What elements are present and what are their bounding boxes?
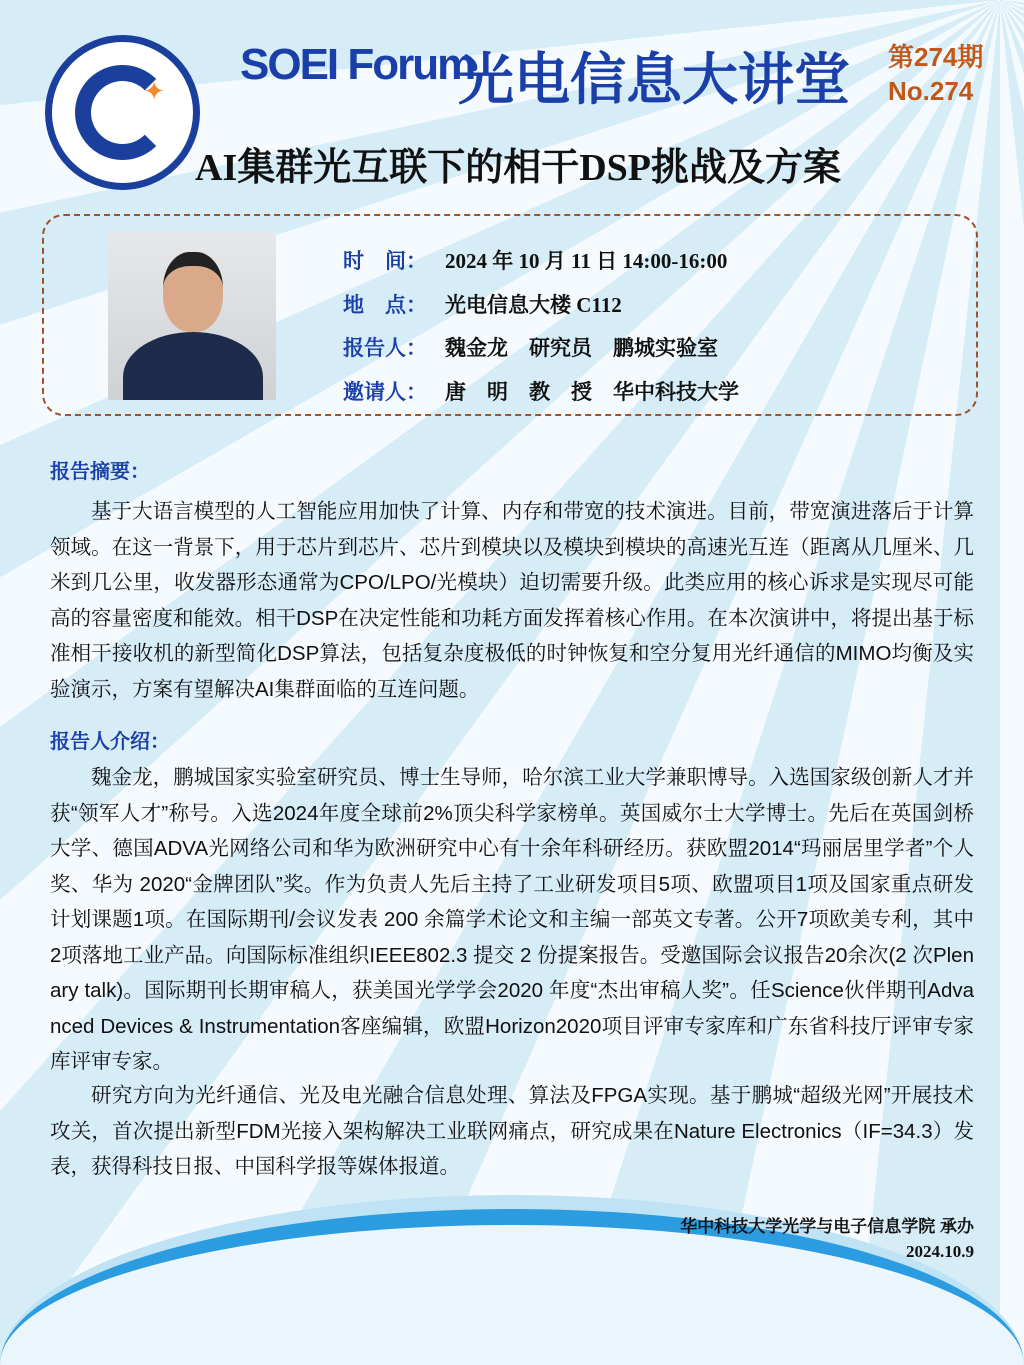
label: 地 点：	[343, 293, 427, 317]
value: 唐 明 教 授 华中科技大学	[445, 379, 739, 404]
value: 光电信息大楼 C112	[445, 292, 622, 317]
info-host	[343, 371, 963, 415]
value: 2024 年 10 月 11 日 14:00-16:00	[445, 249, 728, 273]
date: 2024.10.9	[906, 1242, 974, 1261]
label: 报告人：	[343, 337, 427, 360]
talk-info	[343, 240, 963, 414]
info-location	[343, 284, 963, 328]
issue-number	[888, 40, 998, 108]
label: 时 间：	[343, 250, 427, 273]
issue-en: No.274	[888, 76, 974, 106]
bio-heading: 报告人介绍：	[50, 731, 170, 753]
issue-cn: 第274期	[888, 42, 984, 72]
forum-title-en: SOEI Forum	[240, 40, 475, 89]
bio-paragraph-2: 研究方向为光纤通信、光及电光融合信息处理、算法及FPGA实现。基于鹏城“超级光网”开展技术攻关，首次提出新型FDM光接入架构解决工业联网痛点，研究成果在Nature Electronics（IF=34.3）发表，获得科技日报、中国科学报等媒体报道。	[50, 1084, 974, 1178]
forum-title-cn: 光电信息大讲堂	[458, 48, 850, 111]
value: 魏金龙 研究员 鹏城实验室	[445, 336, 718, 360]
school-logo: ✦	[45, 35, 200, 190]
organizer: 华中科技大学光学与电子信息学院 承办	[680, 1217, 974, 1236]
info-time	[343, 240, 963, 284]
speaker-photo	[108, 232, 276, 400]
bio-paragraph-1: 魏金龙，鹏城国家实验室研究员、博士生导师，哈尔滨工业大学兼职博导。入选国家级创新人才并获“领军人才”称号。入选2024年度全球前2%顶尖科学家榜单。英国威尔士大学博士。先后在英国剑桥大学、德国ADVA光网络公司和华为欧洲研究中心有十余年科研经历。获欧盟2014“玛丽居里学者”个人奖、华为 2020“金牌团队”奖。作为负责人先后主持了工业研发项目5项、欧盟项目1项及国家重点研发计划课题1项。在国际期刊/会议发表 200 余篇学术论文和主编一部英文专著。公开7项欧美专利，其中2项落地工业产品。向国际标准组织IEEE802.3 提交 2 份提案报告。受邀国际会议报告20余次(2 次Plenary talk)。国际期刊长期审稿人，获美国光学学会2020 年度“杰出审稿人奖”。任Science伙伴期刊Advanced Devices & Instrumentation客座编辑，欧盟Horizon2020项目评审专家库和广东省科技厅评审专家库评审专家。	[50, 766, 974, 1073]
info-speaker	[343, 327, 963, 371]
label: 邀请人：	[343, 380, 427, 404]
talk-title: AI集群光互联下的相干DSP挑战及方案	[195, 147, 842, 189]
abstract-text: 基于大语言模型的人工智能应用加快了计算、内存和带宽的技术演进。目前，带宽演进落后于计算领域。在这一背景下，用于芯片到芯片、芯片到模块以及模块到模块的高速光互连（距离从几厘米、几米到几公里，收发器形态通常为CPO/LPO/光模块）迫切需要升级。此类应用的核心诉求是实现尽可能高的容量密度和能效。相干DSP在决定性能和功耗方面发挥着核心作用。在本次演讲中，将提出基于标准相干接收机的新型简化DSP算法，包括复杂度极低的时钟恢复和空分复用光纤通信的MIMO均衡及实验演示，方案有望解决AI集群面临的互连问题。	[50, 500, 974, 701]
abstract-heading: 报告摘要：	[50, 461, 150, 483]
